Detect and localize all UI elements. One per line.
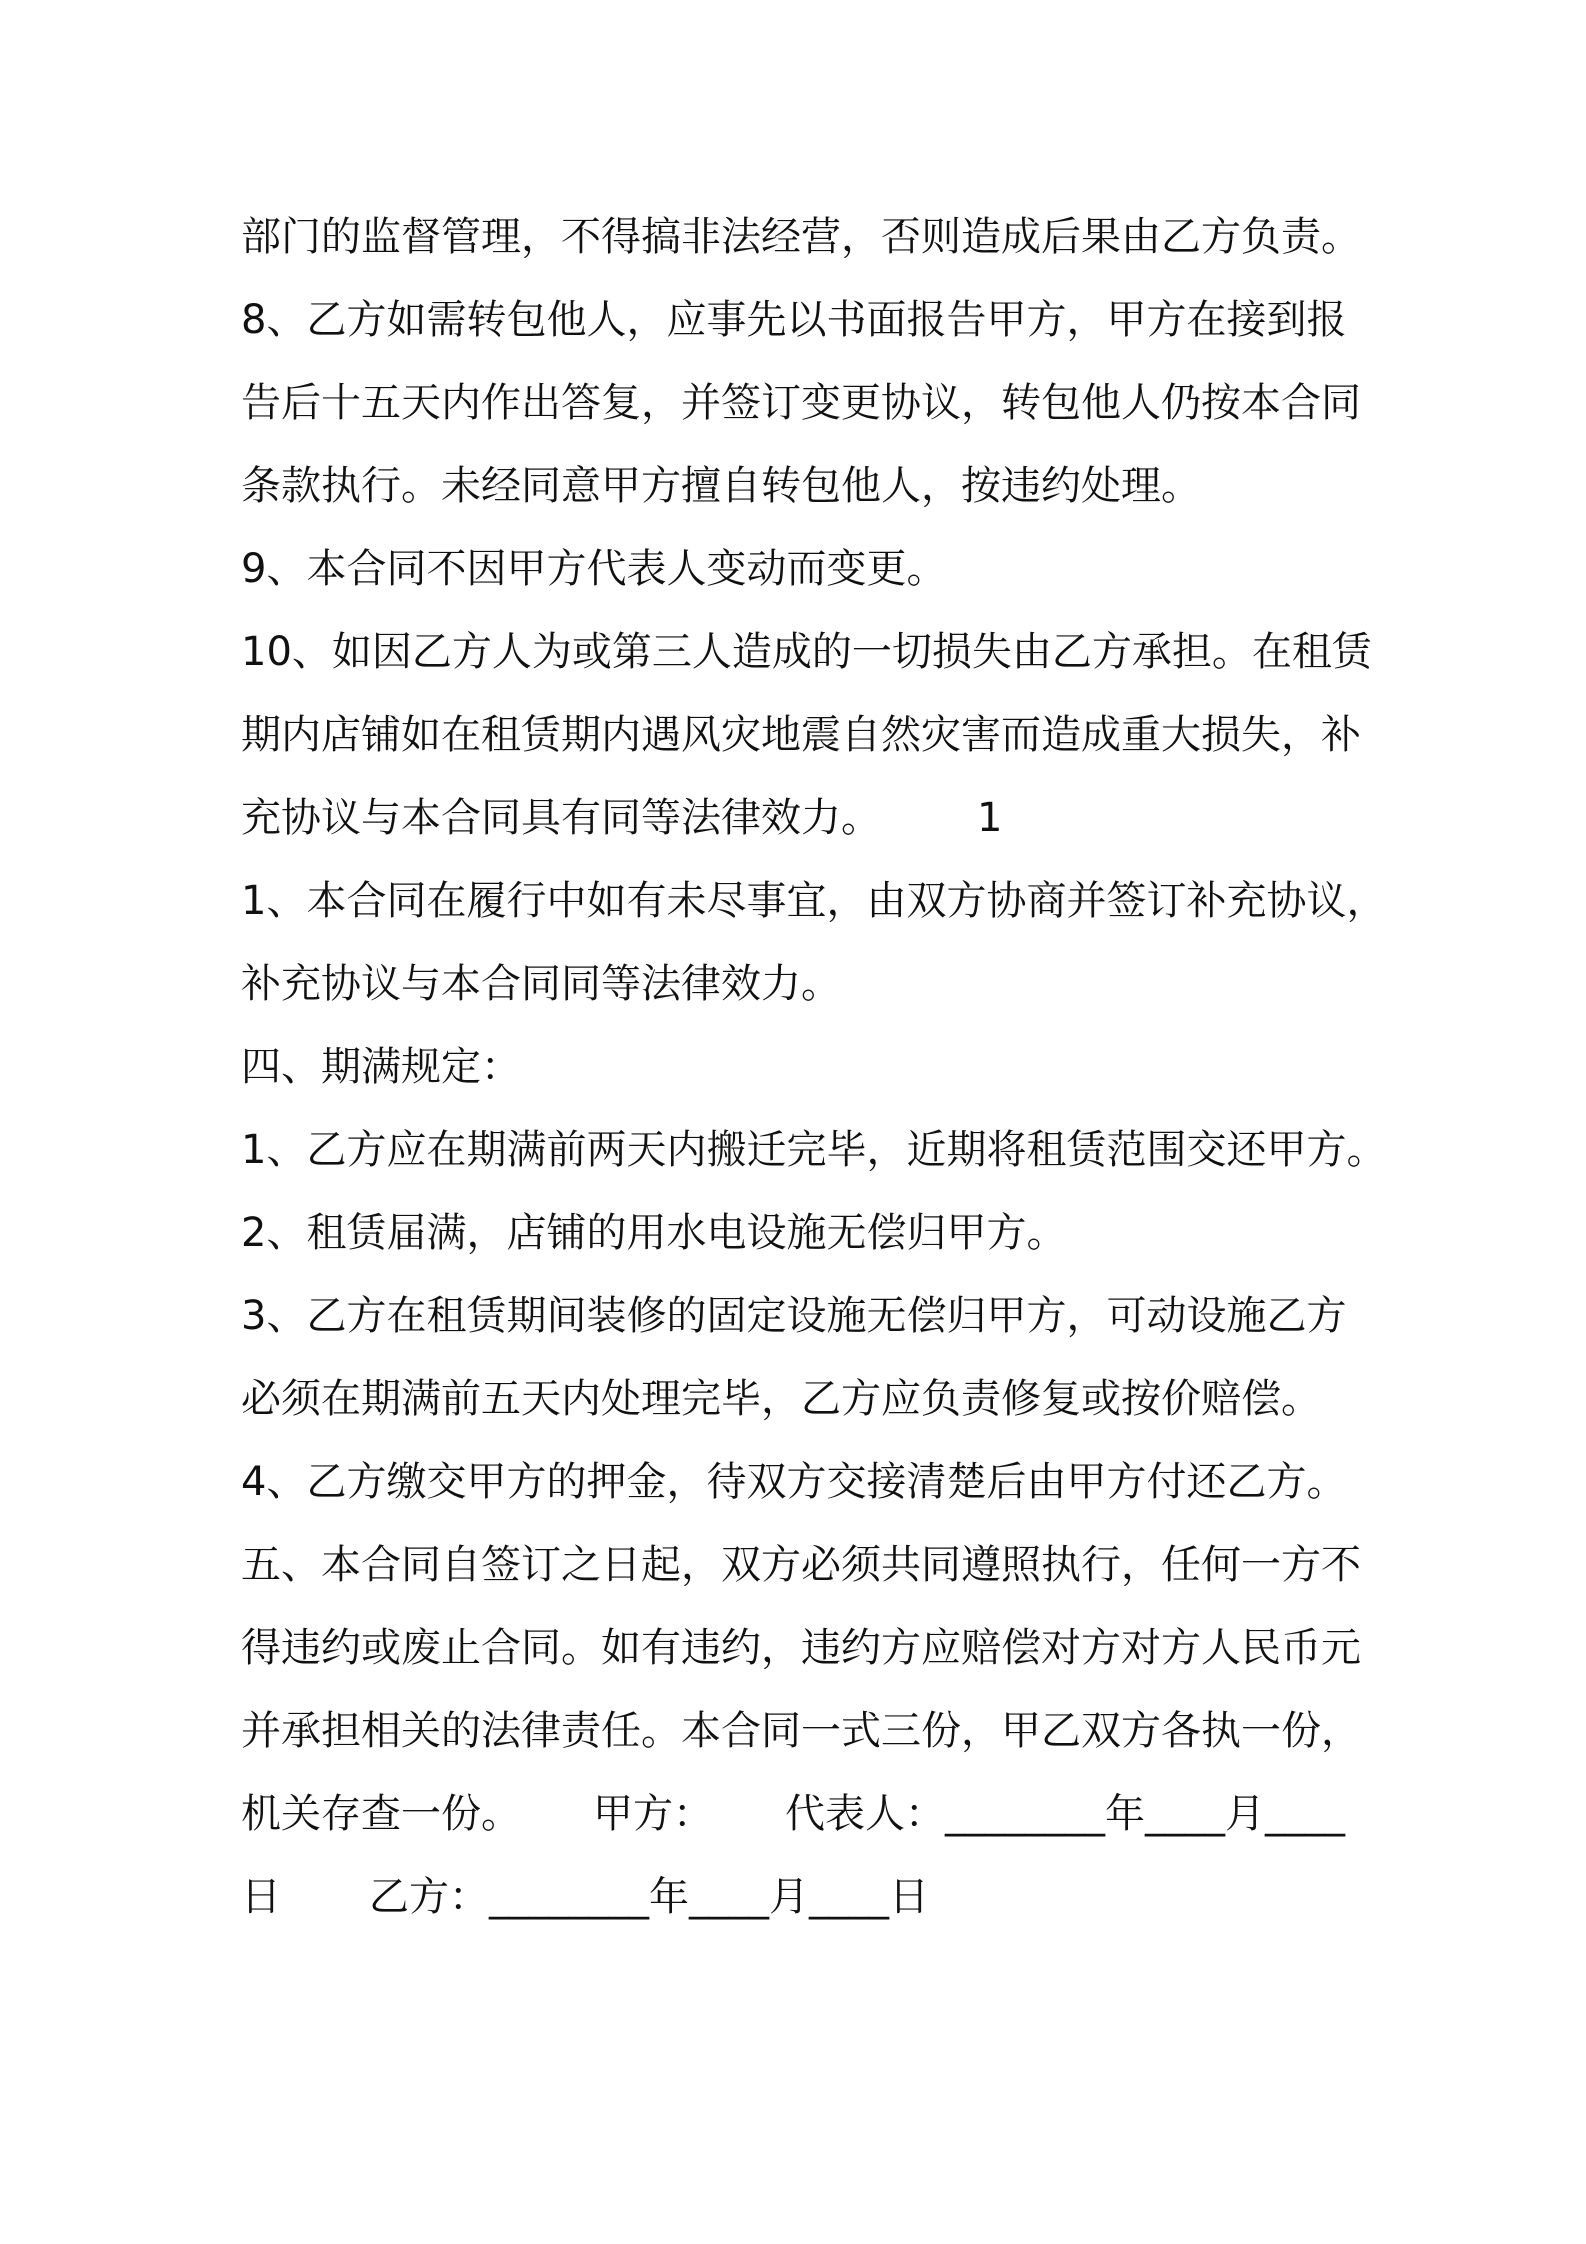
party-a-label: 甲方：: [593, 1791, 713, 1837]
text-line-16: 4、乙方缴交甲方的押金，待双方交接清楚后由甲方付还乙方。: [241, 1459, 1347, 1505]
text-line-1: 部门的监督管理，不得搞非法经营，否则造成后果由乙方负责。: [241, 214, 1361, 260]
text-line-12: 1、乙方应在期满前两天内搬迁完毕，近期将租赁范围交还甲方。: [241, 1127, 1387, 1173]
text-line-9: 1、本合同在履行中如有未尽事宜，由双方协商并签订补充协议，: [241, 878, 1387, 924]
signature-line-1: [241, 1773, 1361, 1856]
text-line-19: 并承担相关的法律责任。本合同一式三份，甲乙双方各执一份，: [241, 1708, 1361, 1754]
day-label: 日: [241, 1874, 281, 1920]
text-line-7: 期内店铺如在租赁期内遇风灾地震自然灾害而造成重大损失，补: [241, 712, 1361, 758]
section-line-5: 五、本合同自签订之日起，双方必须共同遵照执行，任何一方不: [241, 1542, 1361, 1588]
page-number-inline: 1: [977, 795, 1003, 841]
text-line-15: 必须在期满前五天内处理完毕，乙方应负责修复或按价赔偿。: [241, 1376, 1321, 1422]
archive-copy-text: 机关存查一份。: [241, 1791, 521, 1837]
text-line-8-main: 充协议与本合同具有同等法律效力。: [241, 795, 881, 841]
text-line-8: [241, 777, 1361, 860]
text-line-14: 3、乙方在租赁期间装修的固定设施无偿归甲方，可动设施乙方: [241, 1293, 1347, 1339]
text-line-10: 补充协议与本合同同等法律效力。: [241, 961, 841, 1007]
signature-line-2: [241, 1856, 1361, 1939]
text-line-4: 条款执行。未经同意甲方擅自转包他人，按违约处理。: [241, 463, 1201, 509]
representative-date-field: 代表人：________年____月____: [785, 1791, 1345, 1837]
section-heading-4: 四、期满规定：: [241, 1044, 521, 1090]
text-line-2: 8、乙方如需转包他人，应事先以书面报告甲方，甲方在接到报: [241, 297, 1347, 343]
text-line-3: 告后十五天内作出答复，并签订变更协议，转包他人仍按本合同: [241, 380, 1361, 426]
document-body: [241, 196, 1387, 1939]
text-line-13: 2、租赁届满，店铺的用水电设施无偿归甲方。: [241, 1210, 1067, 1256]
text-line-5: 9、本合同不因甲方代表人变动而变更。: [241, 546, 947, 592]
party-b-date-field: 乙方：________年____月____日: [369, 1874, 929, 1920]
text-line-6: 10、如因乙方人为或第三人造成的一切损失由乙方承担。在租赁: [241, 629, 1372, 675]
text-line-18: 得违约或废止合同。如有违约，违约方应赔偿对方对方人民币元: [241, 1625, 1361, 1671]
